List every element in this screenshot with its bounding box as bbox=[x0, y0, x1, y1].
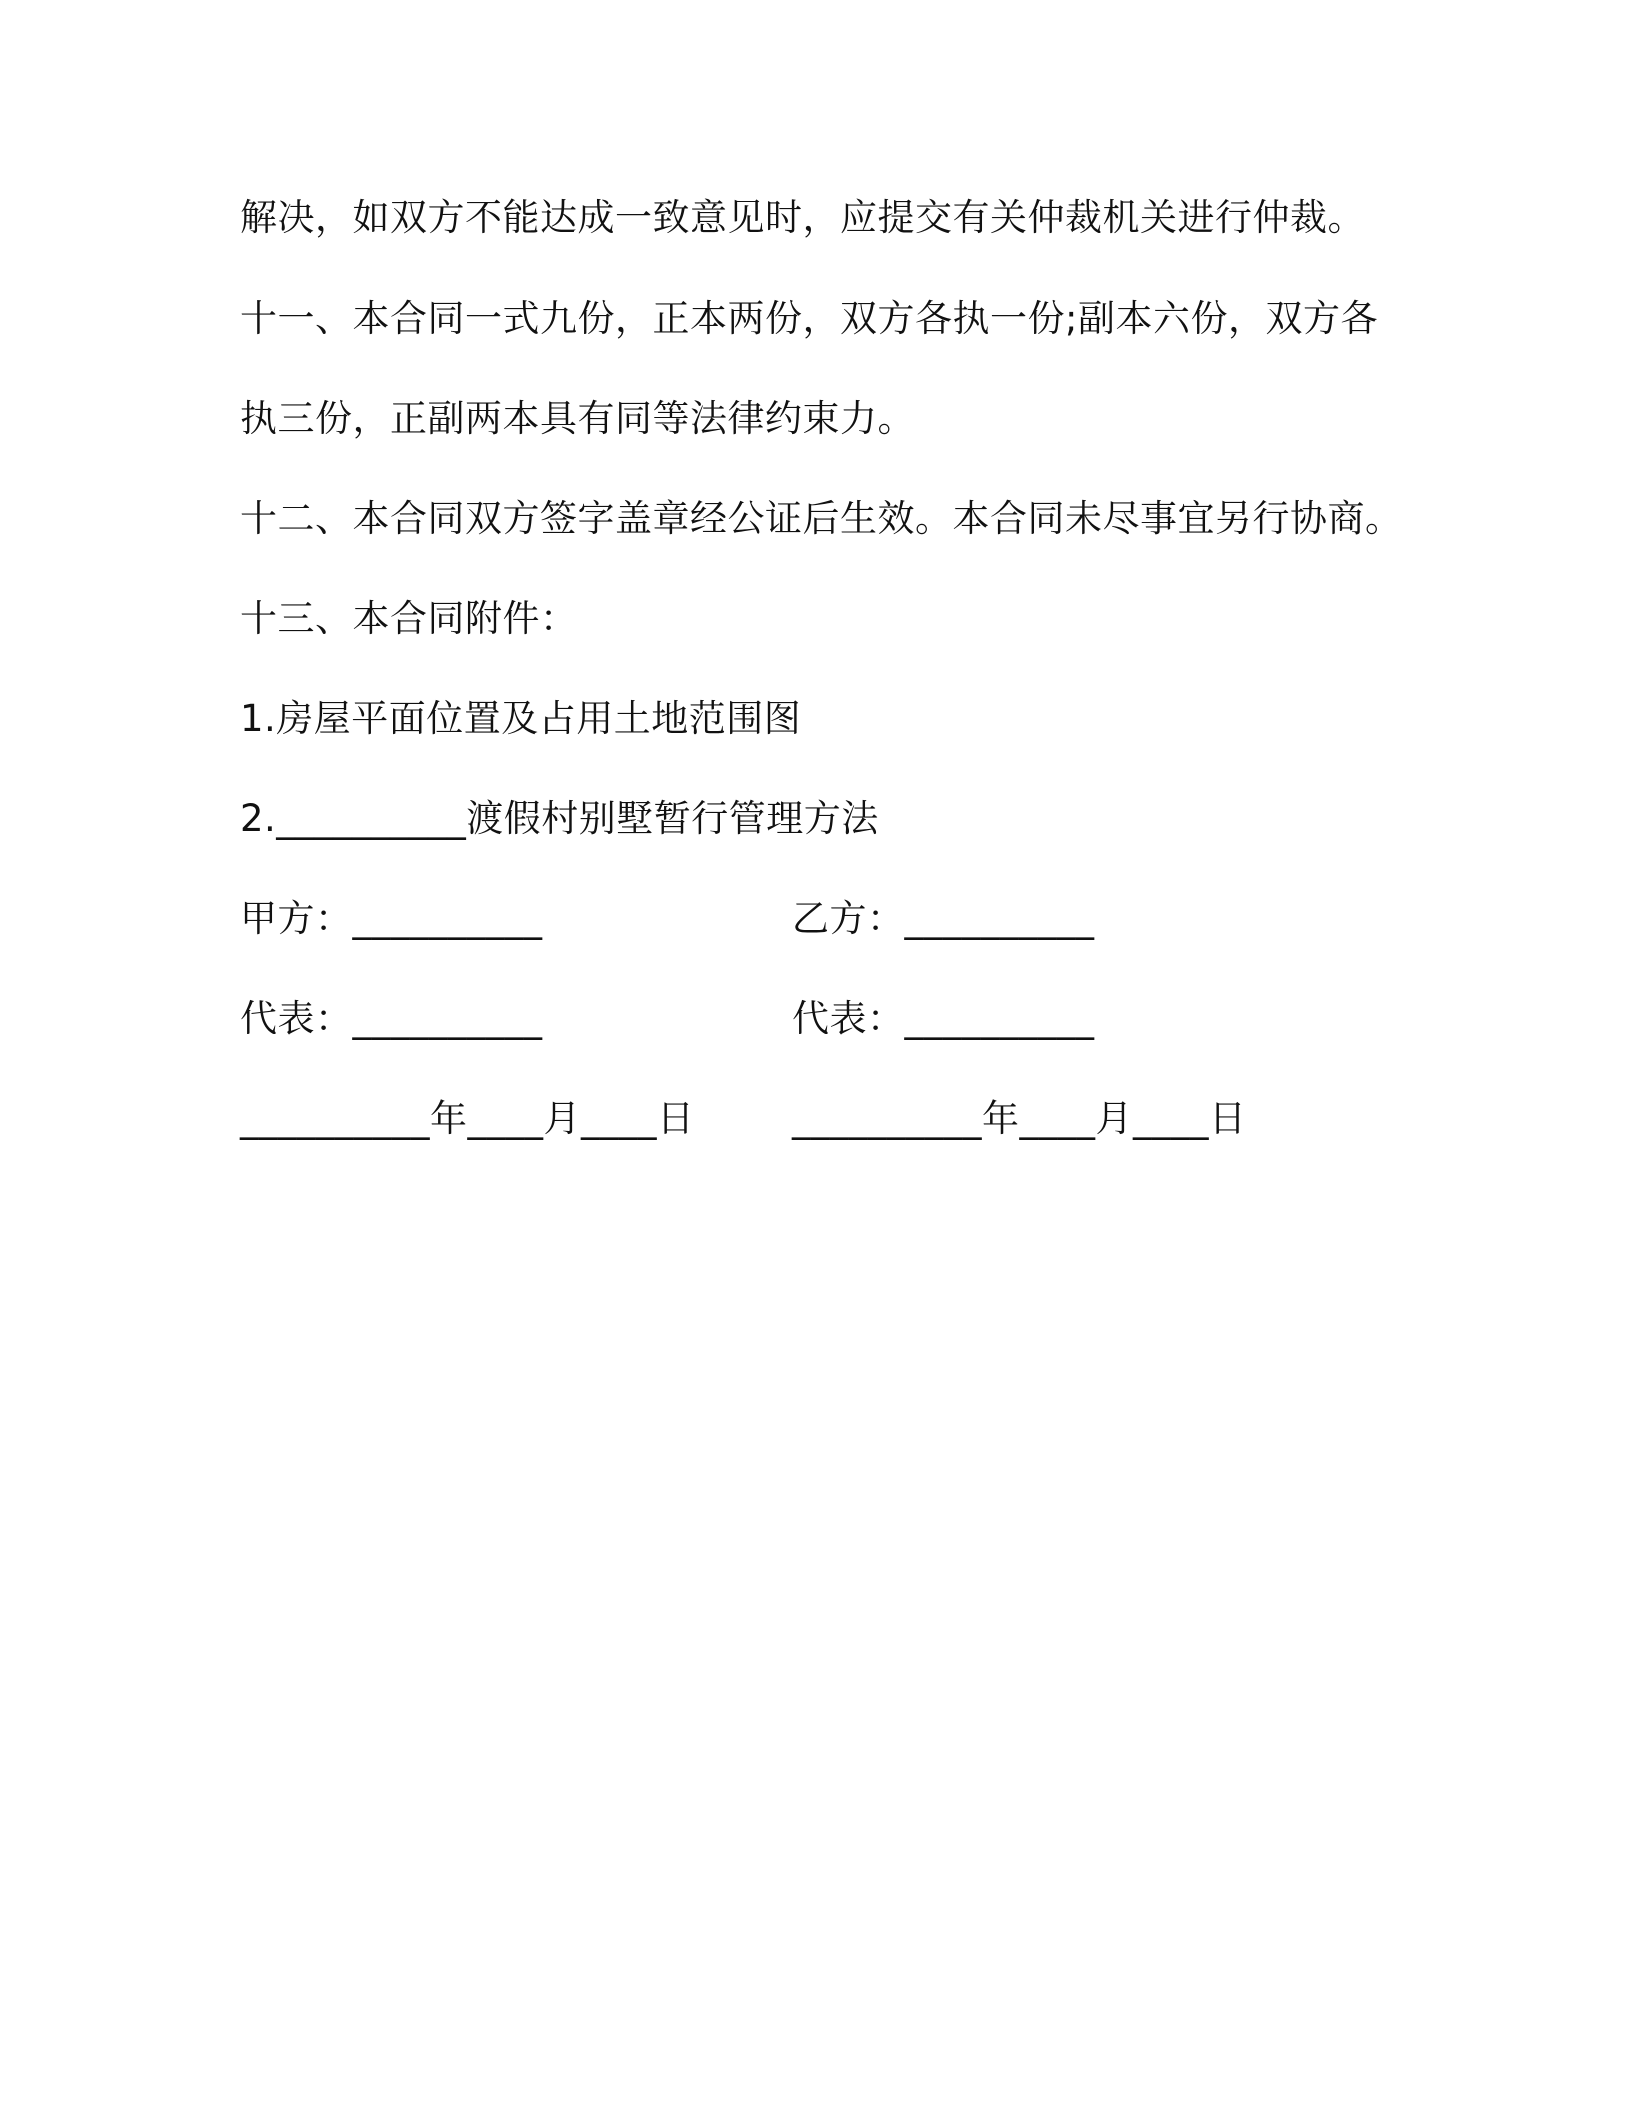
party-a-signature: 甲方：__________ bbox=[240, 897, 543, 940]
party-b-date: __________年____月____日 bbox=[792, 1097, 1247, 1140]
attachment-item-2: 2.__________渡假村别墅暂行管理方法 bbox=[240, 797, 879, 840]
party-a-representative: 代表：__________ bbox=[240, 997, 543, 1040]
party-b-representative: 代表：__________ bbox=[792, 997, 1095, 1040]
paragraph-clause-13: 十三、本合同附件： bbox=[240, 597, 578, 640]
party-b-signature: 乙方：__________ bbox=[792, 897, 1095, 940]
paragraph-clause-12: 十二、本合同双方签字盖章经公证后生效。本合同未尽事宜另行协商。 bbox=[240, 497, 1403, 540]
paragraph-clause-11-line-1: 十一、本合同一式九份，正本两份，双方各执一份;副本六份，双方各 bbox=[240, 297, 1378, 340]
attachment-item-1: 1.房屋平面位置及占用土地范围图 bbox=[240, 697, 802, 740]
paragraph-arbitration: 解决，如双方不能达成一致意见时，应提交有关仲裁机关进行仲裁。 bbox=[240, 196, 1365, 239]
paragraph-clause-11-line-2: 执三份，正副两本具有同等法律约束力。 bbox=[240, 397, 915, 440]
party-a-date: __________年____月____日 bbox=[240, 1097, 695, 1140]
